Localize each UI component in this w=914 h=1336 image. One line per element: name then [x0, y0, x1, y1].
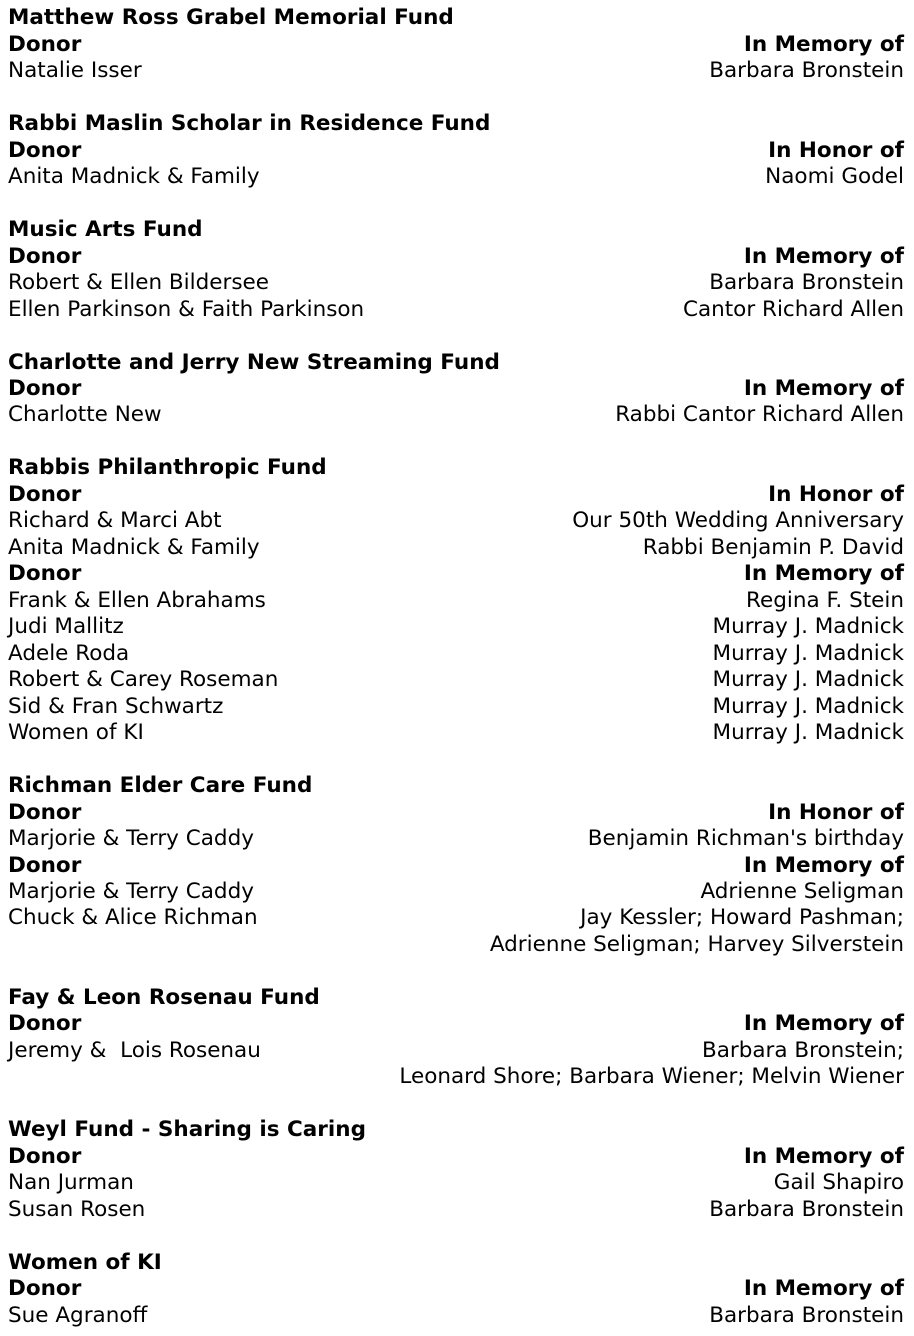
donor-header: Donor [8, 482, 82, 507]
donation-row [8, 613, 904, 640]
honoree-name: Regina F. Stein [746, 588, 904, 613]
donor-name: Adele Roda [8, 641, 130, 666]
donor-name: Sue Agranoff [8, 1303, 148, 1328]
honoree-name: Adrienne Seligman [700, 879, 904, 904]
honoree-name: Benjamin Richman's birthday [587, 826, 904, 851]
honoree-name: Barbara Bronstein [709, 270, 904, 295]
honoree-name: Barbara Bronstein [709, 1197, 904, 1222]
column-header [8, 31, 904, 58]
donor-name: Jeremy & Lois Rosenau [8, 1038, 261, 1063]
tribute-type-header: In Memory of [743, 1144, 904, 1169]
donor-name: Richard & Marci Abt [8, 508, 222, 533]
column-header [8, 137, 904, 164]
donation-row [8, 534, 904, 561]
donor-name: Susan Rosen [8, 1197, 146, 1222]
donation-row [8, 507, 904, 534]
fund-title [8, 349, 904, 376]
honoree-name: Leonard Shore; Barbara Wiener; Melvin Wiener [399, 1064, 904, 1089]
donor-name: Frank & Ellen Abrahams [8, 588, 266, 613]
donor-name: Chuck & Alice Richman [8, 905, 258, 930]
column-header [8, 243, 904, 270]
fund-title [8, 110, 904, 137]
tribute-type-header: In Memory of [743, 853, 904, 878]
donation-row [8, 640, 904, 667]
column-header [8, 1010, 904, 1037]
donor-name: Anita Madnick & Family [8, 164, 260, 189]
fund-title-text: Music Arts Fund [8, 217, 203, 242]
donation-row [8, 878, 904, 905]
fund-title [8, 454, 904, 481]
donation-row [8, 1196, 904, 1223]
donor-header: Donor [8, 1144, 82, 1169]
donation-row [8, 825, 904, 852]
donation-row [8, 1037, 904, 1064]
fund-title-text: Fay & Leon Rosenau Fund [8, 985, 320, 1010]
donation-row [8, 1169, 904, 1196]
tribute-type-header: In Memory of [743, 244, 904, 269]
honoree-name: Cantor Richard Allen [682, 297, 904, 322]
honoree-name: Jay Kessler; Howard Pashman; [580, 905, 904, 930]
donor-header: Donor [8, 1011, 82, 1036]
fund-title [8, 1116, 904, 1143]
column-header [8, 852, 904, 879]
honoree-name: Gail Shapiro [773, 1170, 904, 1195]
honoree-name: Rabbi Cantor Richard Allen [615, 402, 904, 427]
donor-header: Donor [8, 853, 82, 878]
donor-header: Donor [8, 561, 82, 586]
donor-name: Sid & Fran Schwartz [8, 694, 224, 719]
fund-title-text: Women of KI [8, 1250, 162, 1275]
honoree-continuation [8, 931, 904, 958]
donor-name: Natalie Isser [8, 58, 142, 83]
honoree-name: Barbara Bronstein; [701, 1038, 904, 1063]
tribute-type-header: In Honor of [768, 138, 904, 163]
honoree-name: Adrienne Seligman; Harvey Silverstein [489, 932, 904, 957]
honoree-name: Naomi Godel [765, 164, 904, 189]
donor-header: Donor [8, 1276, 82, 1301]
fund-title-text: Charlotte and Jerry New Streaming Fund [8, 350, 500, 375]
donor-name: Anita Madnick & Family [8, 535, 260, 560]
donor-header: Donor [8, 376, 82, 401]
donation-row [8, 719, 904, 746]
donation-row [8, 57, 904, 84]
honoree-name: Our 50th Wedding Anniversary [572, 508, 904, 533]
fund-title-text: Rabbis Philanthropic Fund [8, 455, 327, 480]
honoree-name: Barbara Bronstein [709, 58, 904, 83]
donation-row [8, 693, 904, 720]
honoree-name: Murray J. Madnick [712, 641, 904, 666]
donor-name: Judi Mallitz [8, 614, 124, 639]
tribute-type-header: In Memory of [743, 1276, 904, 1301]
honoree-name: Murray J. Madnick [712, 614, 904, 639]
donor-name: Robert & Carey Roseman [8, 667, 279, 692]
column-header [8, 1143, 904, 1170]
column-header [8, 1275, 904, 1302]
donor-name: Marjorie & Terry Caddy [8, 826, 254, 851]
column-header [8, 375, 904, 402]
honoree-name: Barbara Bronstein [709, 1303, 904, 1328]
honoree-name: Murray J. Madnick [712, 667, 904, 692]
donor-header: Donor [8, 244, 82, 269]
fund-title [8, 1249, 904, 1276]
donor-name: Marjorie & Terry Caddy [8, 879, 254, 904]
fund-title-text: Weyl Fund - Sharing is Caring [8, 1117, 366, 1142]
donor-name: Ellen Parkinson & Faith Parkinson [8, 297, 365, 322]
donor-header: Donor [8, 138, 82, 163]
donation-row [8, 1302, 904, 1329]
donation-row [8, 269, 904, 296]
honoree-name: Rabbi Benjamin P. David [642, 535, 904, 560]
donation-row [8, 401, 904, 428]
donor-name: Women of KI [8, 720, 144, 745]
donor-name: Robert & Ellen Bildersee [8, 270, 269, 295]
tribute-type-header: In Memory of [743, 376, 904, 401]
donation-row [8, 296, 904, 323]
honoree-continuation [8, 1063, 904, 1090]
donation-row [8, 587, 904, 614]
honoree-name: Murray J. Madnick [712, 720, 904, 745]
honoree-name: Murray J. Madnick [712, 694, 904, 719]
tribute-type-header: In Memory of [743, 561, 904, 586]
column-header [8, 799, 904, 826]
donation-row [8, 163, 904, 190]
donor-header: Donor [8, 32, 82, 57]
fund-title [8, 772, 904, 799]
donor-name: Charlotte New [8, 402, 162, 427]
donor-name: Nan Jurman [8, 1170, 134, 1195]
donation-row [8, 904, 904, 931]
column-header [8, 560, 904, 587]
fund-title-text: Matthew Ross Grabel Memorial Fund [8, 5, 454, 30]
tribute-type-header: In Honor of [768, 800, 904, 825]
fund-title-text: Richman Elder Care Fund [8, 773, 313, 798]
tribute-type-header: In Honor of [768, 482, 904, 507]
tribute-type-header: In Memory of [743, 32, 904, 57]
column-header [8, 481, 904, 508]
donation-row [8, 666, 904, 693]
tribute-type-header: In Memory of [743, 1011, 904, 1036]
fund-title [8, 4, 904, 31]
fund-title [8, 216, 904, 243]
donor-header: Donor [8, 800, 82, 825]
fund-title-text: Rabbi Maslin Scholar in Residence Fund [8, 111, 491, 136]
fund-title [8, 984, 904, 1011]
